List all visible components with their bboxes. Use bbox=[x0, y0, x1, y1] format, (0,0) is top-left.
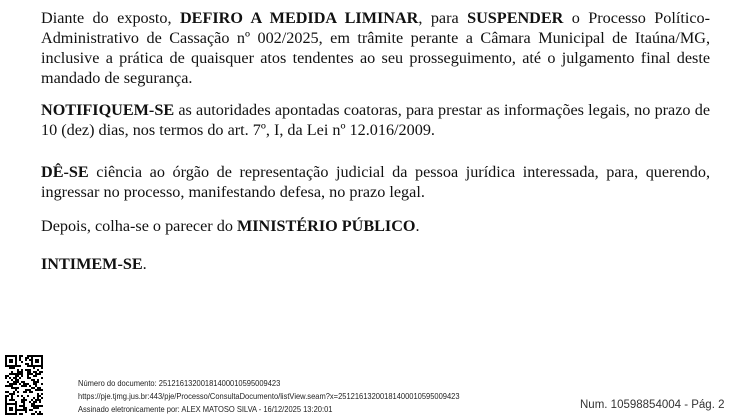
qr-code-icon bbox=[5, 355, 43, 415]
signature-info: Assinado eletronicamente por: ALEX MATOSO SILVA - 16/12/2025 13:20:01 bbox=[78, 405, 333, 414]
text: o Processo Político-Administrativo de Cassação nº 002/2025, em trâmite perante a Câmara Municipal de Itaúna/MG, inclusive a prática de quaisquer atos tendentes ao seu prosseguimento, até o julgamento final deste mandado de segurança. bbox=[41, 9, 710, 87]
text: as autoridades apontadas coatoras, para prestar as informações legais, no prazo de 10 (dez) dias, nos termos do art. 7º, I, da Lei nº 12.016/2009. bbox=[41, 101, 710, 139]
bold-text: DÊ-SE bbox=[41, 163, 89, 181]
page-reference: Num. 10598854004 - Pág. 2 bbox=[580, 399, 725, 411]
bold-text: SUSPENDER bbox=[467, 9, 564, 27]
bold-text: INTIMEM-SE bbox=[41, 255, 143, 273]
bold-text: NOTIFIQUEM-SE bbox=[41, 101, 175, 119]
paragraph-science bbox=[41, 162, 710, 202]
text: , para bbox=[418, 9, 468, 27]
text: ciência ao órgão de representação judicial da pessoa jurídica interessada, para, querendo, ingressar no processo, manifestando defesa, no prazo legal. bbox=[41, 163, 710, 201]
bold-text: DEFIRO A MEDIDA LIMINAR bbox=[179, 9, 419, 27]
bold-text: MINISTÉRIO PÚBLICO bbox=[236, 217, 416, 235]
document-url[interactable]: https://pje.tjmg.jus.br:443/pje/Processo/ConsultaDocumento/listView.seam?x=25121613200181400010595009423 bbox=[78, 392, 460, 401]
paragraph-decision bbox=[41, 8, 710, 88]
paragraph-notify bbox=[41, 100, 710, 140]
document-number: Número do documento: 25121613200181400010595009423 bbox=[78, 379, 281, 388]
text: Diante do exposto, bbox=[41, 9, 180, 27]
paragraph-ministry bbox=[41, 216, 710, 236]
text: Depois, colha-se o parecer do bbox=[41, 217, 237, 235]
text: . bbox=[415, 217, 420, 235]
paragraph-intimate bbox=[41, 254, 710, 274]
text: . bbox=[142, 255, 147, 273]
